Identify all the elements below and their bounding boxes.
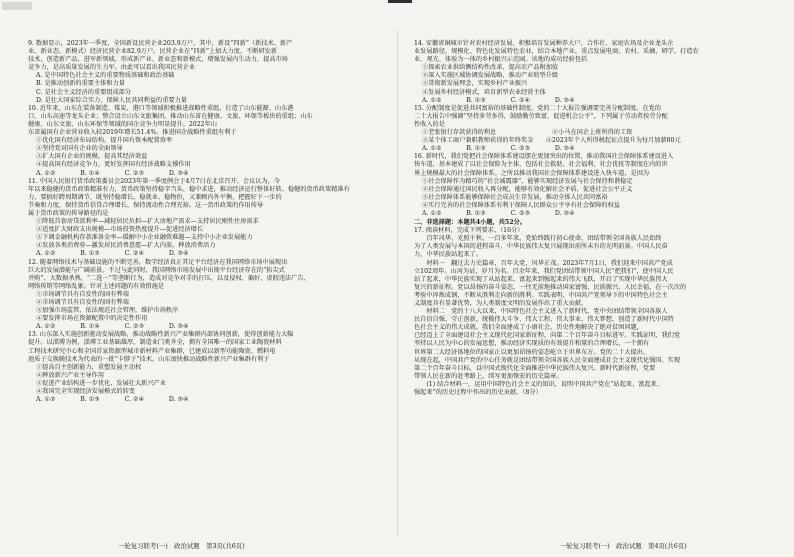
right-text-line: 世界第二大经济体地位的国家正以更加昂扬的姿态屹立于世界东方。党的二十大提出， [414, 348, 650, 356]
left-text-line: A. ①② B. ①④ C. ②③ D. ③④ [36, 323, 189, 331]
left-text-line: A. 是中国特色社会主义的重要物质基础和政治基础 [36, 72, 175, 80]
right-text-line: 坚持以人民为中心的发展思想，推动经济实现质的有效提升和量的合理增长，一个拥有 [414, 340, 650, 348]
right-text-line: ③贯彻新发展理念，实现乡村产业振兴 [422, 80, 528, 88]
fold-mark [388, 0, 412, 3]
left-text-line: 9. 数据显示，2023年一季度，全国新设民营企业203.9万户，其中，新设“四新”（新技术、新产 [28, 40, 293, 47]
right-text-line: 力，中华民族站起来了。 [414, 251, 483, 259]
right-text-line: 性收入的是 [414, 120, 445, 128]
right-text-line: 快车道，基本建成了以社会保险为主体，包括社会救助、社会福利、社会优抚等制度在内的世 [414, 161, 668, 169]
left-page-column [28, 40, 390, 404]
left-text-line: ③促进产业结构进一步优化，发展壮大新兴产业 [36, 379, 166, 387]
right-text-line: 14. 安徽省铜城市针对农村经济发展，积极培育发展种养大户、合作社、家庭农场及企业龙头企 [414, 40, 674, 47]
right-text-line: 业、观光、体验为一体的乡村振兴示范园。该地的成功经验包括 [414, 56, 588, 64]
left-text-line: 节奏和力度，保持货币信贷合理增长，保持流动性合理充裕。这一货币政策的作用传导 [28, 201, 264, 209]
right-text-line: 义制度具有显著优势，为人类制度文明的发展作出了重大贡献。 [414, 300, 588, 307]
right-text-line: (1) 结合材料一，运用中国特色社会主义的知识，说明中国共产党在“站起来、富起来、 [414, 380, 664, 388]
right-text-line: 材料二 党的十八大以来，中国特色社会主义进入了新时代，党中央团结带领全国各族人 [414, 308, 668, 316]
right-text-line: 复兴的新征程。党以昂扬的奋斗姿态，一往无前地推动国家富强、民族振兴、人民幸福，在一次次的 [414, 283, 687, 291]
left-text-line: ①提高自主创新能力，重塑发展主动权 [36, 363, 142, 371]
right-text-line: ①老张银行存款获得的利息 ②小马在国企上班所得的工资 [422, 129, 633, 137]
left-text-line: ③下调金融机构存款准备金率—缓解中小企业融资难题—支持中小企业发展能力 [36, 234, 253, 242]
right-text-line: ①社会保障作为精巧的“社会减震器”，能够实现经济发展与社会保持和谐稳定 [422, 177, 633, 185]
right-text-line: 民自信自强、守正创新，统揽伟大斗争、伟大工程、伟大事业、伟大梦想，创造了新时代中国特 [414, 316, 674, 324]
left-text-line: 并购”、大数据杀熟、“二选一”等垄断行为，造成对竞争对手的打压，以及侵权、偏好、虚假违法广告、 [28, 274, 310, 282]
left-text-line: ③扩大国有企业的规模，提高其经济效益 [36, 153, 148, 161]
scan-corner [2, 2, 32, 10]
left-text-line: A. ①② B. ①③ C. ②④ D. ③④ [36, 396, 189, 404]
right-text-line: 立102周年。山河为证，岁月为名。百余年来，我们党团结带领中国人民“把我们”，使中国人民 [414, 267, 674, 275]
right-text-line: ②社会保障通过国民收入再分配，能够有效化解社会矛盾，促进社会公平正义 [422, 185, 633, 193]
left-text-line: 竞争力，是高质量发展的生力军。由此可以看出我国民营企业 [28, 64, 196, 72]
right-text-line: 界上规模最大的社会保障体系。之所以推动我国社会保障体系建设进入快车道，是因为 [414, 169, 650, 177]
left-text-line: ④要发挥市场在资源配置中的决定性作用 [36, 315, 148, 323]
left-text-line: 巨大的发展潜能与广阔前景。不过与此同时，我国网络市场发展中出现平台经济存在的“掐尖式 [28, 266, 285, 274]
right-text-line: 二十大报告中强调“坚持多劳多得，鼓励勤劳致富，促进机会公平”。下列属于劳动者按劳分配 [414, 112, 668, 120]
right-text-line: 15. 分配制度是促进共同富裕的基础性制度。党的二十大报告强调要完善分配制度。在党的 [414, 104, 661, 112]
left-text-line: B. 是推动创新的重要主体和力量 [36, 80, 125, 88]
left-text-line: 健康、山东文旅、山东环保等领域的国企竞争力明显提升。2022年山 [28, 120, 217, 128]
right-text-line: 第二个百年奋斗目标，以中国式现代化全面推进中华民族伟大复兴。新时代新征程，党要 [414, 364, 656, 372]
right-text-line: ①探索农业供给侧结构性改革，提高农产品附加值 [422, 64, 559, 72]
left-text-line: ②释放新兴产业主导作用 [36, 371, 105, 379]
left-text-line: ①市场调节具有自发性的固有弊端 [36, 290, 129, 298]
left-page-footer: 一轮复习联考(一) 政治试题 第3页(共6页) [118, 542, 245, 550]
left-text-line: ①优化国有经济布局结构，提升国有资本配置效率 [36, 137, 173, 145]
left-text-line: 网络传销等网络乱象。针对上述问题的有效措施是 [28, 282, 165, 290]
left-text-line: A. ①② B. ①④ C. ②③ D. ③④ [36, 169, 189, 177]
right-text-line: 16. 新时代，我们党把社会保障体系建设摆在更加突出的位置，推动我国社会保障体系建设进入 [414, 153, 674, 161]
left-text-line: A. ①② B. ①③ C. ②④ D. ③④ [36, 250, 189, 258]
right-text-line: 带领人民在新的赶考路上，续写更加恢宏的历史篇章。 [414, 372, 563, 380]
right-text-line: 强起来”的历史过程中作出的历史贡献。（8分） [414, 389, 542, 397]
right-text-line: ③某个体工商户兼职教师获得的年终奖金 ④2023年个人所得税起征点提升为每月加薪80元 [422, 137, 681, 145]
page-divider [397, 30, 398, 535]
right-text-line: 站了起来，中华民族实现了从站起来、富起来到强起来的伟大飞跃，开启了实现中华民族伟大 [414, 275, 668, 283]
right-text-line: 为了人类发展与本国的进程奋斗，中华民族伟大复兴展现出前所未有的光明前景。中国人民奋 [414, 243, 668, 251]
right-text-line: 17. 阅读材料，完成下列要求。（16分） [414, 227, 524, 235]
left-text-line: D. 是壮大国家综合实力、保障人民共同利益的重要力量 [36, 96, 187, 104]
left-text-line: 提升。以淄博为例，淄博工业基础雄厚，制造业门类齐全，拥有全国唯一的国家工业陶瓷材料 [28, 339, 282, 347]
left-text-line: ④发放各类消费券—激发居民消费意愿—扩大内需，释放消费活力 [36, 242, 216, 250]
right-text-line: ③社会保障体系能够保障社会成员生存发展，推动全体人民共同富裕 [422, 193, 608, 201]
right-text-line: ④发展乡村经济模式，培育新型农业经营主体 [422, 88, 546, 96]
left-text-line: 池质子交换膜技术为代表的一批“卡脖子”技术。山东加快推动战略性新兴产业集群有利于 [28, 355, 270, 363]
left-text-line: 技术，创造新产品，进军新领域，形成新产业、新业态和新模式，增强发展内生动力，提高市场 [28, 56, 288, 64]
right-text-line: A. ①② B. ①③ C. ②③ D. ③④ [422, 209, 575, 217]
right-page-footer: 一轮复习联考(一) 政治试题 第4页(共6页) [560, 542, 687, 550]
left-text-line: 年以来稳健的货币政策精准有力，货币政策坚持稳字当头、稳中求进，推动经济运行整体好转。稳健的货币政策精准有 [28, 185, 350, 193]
left-text-line: 12. 随着网络技术与基础设施的不断完善，数字经济真正其足平台经济在我国网络市场中展现出 [28, 258, 288, 266]
right-text-line: ②深入实施区域协调发展战略，推动产业转型升级 [422, 72, 559, 80]
left-text-line: 业、新业态、新模式）经济民营企业82.9万户。民营企业在“四新”上加大力度，不断研发新 [28, 48, 278, 56]
left-text-line: ④提高国有经济竞争力，更好发挥国有经济战略支撑作用 [36, 161, 191, 169]
right-page-column [414, 40, 772, 397]
right-text-line: 已经迈上了全面建设社会主义现代化国家新征程，向第二个百年奋斗目标进军。实践证明，我们党 [414, 332, 681, 340]
left-text-line: ②坚持党对国有企业的全面领导 [36, 145, 123, 153]
left-text-line: 10. 近年来，山东在装备制造、煤炭、港口等领域积极推进战略性重组，打造了山东能源、山东港 [28, 104, 294, 112]
right-text-line: A. ①② B. ①③ C. ②③ D. ③④ [422, 145, 575, 153]
right-text-line: 业发展路径，规模化、特色化发展特色农业，结合本地产业，重点发展电商、农村、采摘、研学，打造农 [414, 48, 699, 56]
left-text-line: 属于货币政策的传导路径的是 [28, 209, 109, 217]
right-text-line: 考验中淬炼成钢，不断从胜利走向新的胜利。实践表明，中国共产党领导下的中国特色社会主 [414, 291, 668, 299]
left-text-line: 口、山东高速等龙头企业；整合设立山东文旅集团，推动山东省在健康、文旅、环保等板块的重组；山东 [28, 112, 313, 120]
left-text-line: 力，要搞好跨周期调节，既坚持稳增长、稳就业、稳物价，又兼顾内外平衡，把握好下一步的 [28, 193, 282, 201]
left-text-line: C. 是社会主义经济的重要组成部分 [36, 88, 132, 96]
right-text-line: 材料一 翻过去力史篇章，百年大党，风华正茂。2023年7月1日，我们迎来中国共产党成 [414, 259, 673, 267]
left-text-line: ②市场调节具有自发性的固有弊端 [36, 299, 129, 306]
left-text-line: ①降低首套房贷款利率—减轻居民负担—扩大房地产需求—支持居民刚性住房需求 [36, 218, 259, 226]
right-text-line: 色社会主义的伟大成就。我们全面建成了小康社会，历史性地解决了绝对贫困问题， [414, 324, 643, 332]
left-text-line: ②适度扩大财政支出规模—市场投资热度提升—促进经济增长 [36, 226, 204, 234]
right-text-line: 二、非选择题：本题共4小题，共52分。 [414, 219, 526, 227]
right-text-line: ④实行完善的社会保障体系有利于保障人民群众公平享有社会保障的权益 [422, 201, 620, 209]
right-text-line: 从现在起，中国共产党的中心任务就是团结带领全国各族人民全面建成社会主义现代化强国、实现 [414, 356, 681, 364]
left-text-line: 13. 山东深入实施创新驱动发展战略，推动战略性新兴产业集群内部协同创新，使得创新能力大幅 [28, 331, 294, 339]
left-text-line: ④我国完全实现经济发展模式的转变 [36, 388, 135, 396]
left-text-line: 工程技术研究中心和全国首家资源型城市新材料产业集群，已建成以新型功能陶瓷、燃料电 [28, 347, 276, 355]
right-text-line: 百年风华，光照千秋。一百多年来，党始终践行初心使命，团结带领全国各族人民始终 [414, 235, 662, 243]
left-text-line: ③加强市场监管，依法规范社会管理，维护市场秩序 [36, 307, 179, 315]
right-text-line: A. ①② B. ①③ C. ②④ D. ③④ [422, 96, 575, 104]
left-text-line: 11. 中国人民银行货币政策委员会2023年第一季度例会于4月7日在北京召开。会议认为，今 [28, 177, 280, 185]
left-text-line: 东省属国有企业营业收入较2019年增长51.4%。推进国企战略性重组有利于 [28, 129, 237, 137]
